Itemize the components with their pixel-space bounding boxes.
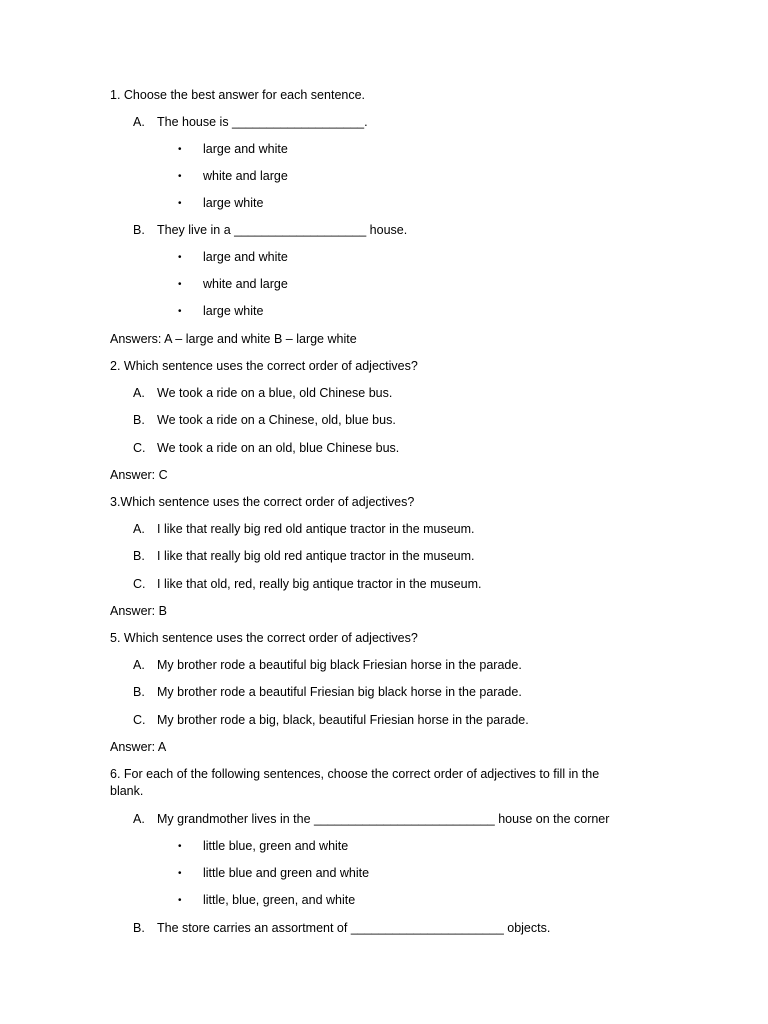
q1-b-marker: B. <box>133 223 145 237</box>
q2-option-c-text: We took a ride on an old, blue Chinese bus. <box>157 441 400 455</box>
q6-a-marker: A. <box>133 812 145 826</box>
question-3-prompt: 3.Which sentence uses the correct order of adjectives? <box>110 495 415 509</box>
q5-option-a-text: My brother rode a beautiful big black Friesian horse in the parade. <box>157 658 522 672</box>
bullet-icon: • <box>178 895 182 906</box>
question-5-answer: Answer: A <box>110 740 167 754</box>
q6-a-option-1: little blue, green and white <box>203 839 349 853</box>
q5-option-c-marker: C. <box>133 713 146 727</box>
q3-option-a-text: I like that really big red old antique tractor in the museum. <box>157 522 475 536</box>
bullet-icon: • <box>178 841 182 852</box>
q3-option-c-marker: C. <box>133 577 146 591</box>
q1-b-text: They live in a ___________________ house. <box>157 223 408 237</box>
q2-option-a-text: We took a ride on a blue, old Chinese bus. <box>157 386 393 400</box>
q3-option-a-marker: A. <box>133 522 145 536</box>
q1-a-marker: A. <box>133 115 145 129</box>
q6-a-text: My grandmother lives in the __________________________ house on the corner <box>157 812 610 826</box>
question-1-prompt: 1. Choose the best answer for each sentence. <box>110 88 366 102</box>
q3-option-b-marker: B. <box>133 549 145 563</box>
q6-b-text: The store carries an assortment of ______________________ objects. <box>157 921 551 935</box>
q2-option-b-text: We took a ride on a Chinese, old, blue bus. <box>157 413 396 427</box>
q1-b-option-2: white and large <box>203 277 288 291</box>
q5-option-b-text: My brother rode a beautiful Friesian big black horse in the parade. <box>157 685 522 699</box>
bullet-icon: • <box>178 144 182 155</box>
q3-option-c-text: I like that old, red, really big antique tractor in the museum. <box>157 577 482 591</box>
q5-option-a-marker: A. <box>133 658 145 672</box>
q1-a-text: The house is ___________________. <box>157 115 368 129</box>
bullet-icon: • <box>178 868 182 879</box>
bullet-icon: • <box>178 171 182 182</box>
q1-b-option-3: large white <box>203 304 264 318</box>
bullet-icon: • <box>178 198 182 209</box>
bullet-icon: • <box>178 252 182 263</box>
q5-option-b-marker: B. <box>133 685 145 699</box>
q1-a-option-3: large white <box>203 196 264 210</box>
q6-b-marker: B. <box>133 921 145 935</box>
q2-option-a-marker: A. <box>133 386 145 400</box>
q1-a-option-1: large and white <box>203 142 288 156</box>
question-3-answer: Answer: B <box>110 604 167 618</box>
q6-a-option-3: little, blue, green, and white <box>203 893 356 907</box>
bullet-icon: • <box>178 279 182 290</box>
bullet-icon: • <box>178 306 182 317</box>
question-2-prompt: 2. Which sentence uses the correct order of adjectives? <box>110 359 418 373</box>
q1-b-option-1: large and white <box>203 250 288 264</box>
question-2-answer: Answer: C <box>110 468 168 482</box>
question-5-prompt: 5. Which sentence uses the correct order of adjectives? <box>110 631 418 645</box>
q1-a-option-2: white and large <box>203 169 288 183</box>
q3-option-b-text: I like that really big old red antique tractor in the museum. <box>157 549 475 563</box>
question-1-answer: Answers: A – large and white B – large white <box>110 332 357 346</box>
q2-option-c-marker: C. <box>133 441 146 455</box>
q6-a-option-2: little blue and green and white <box>203 866 370 880</box>
q2-option-b-marker: B. <box>133 413 145 427</box>
question-6-prompt: 6. For each of the following sentences, choose the correct order of adjectives to fill in the blank. <box>110 767 600 798</box>
q5-option-c-text: My brother rode a big, black, beautiful Friesian horse in the parade. <box>157 713 529 727</box>
